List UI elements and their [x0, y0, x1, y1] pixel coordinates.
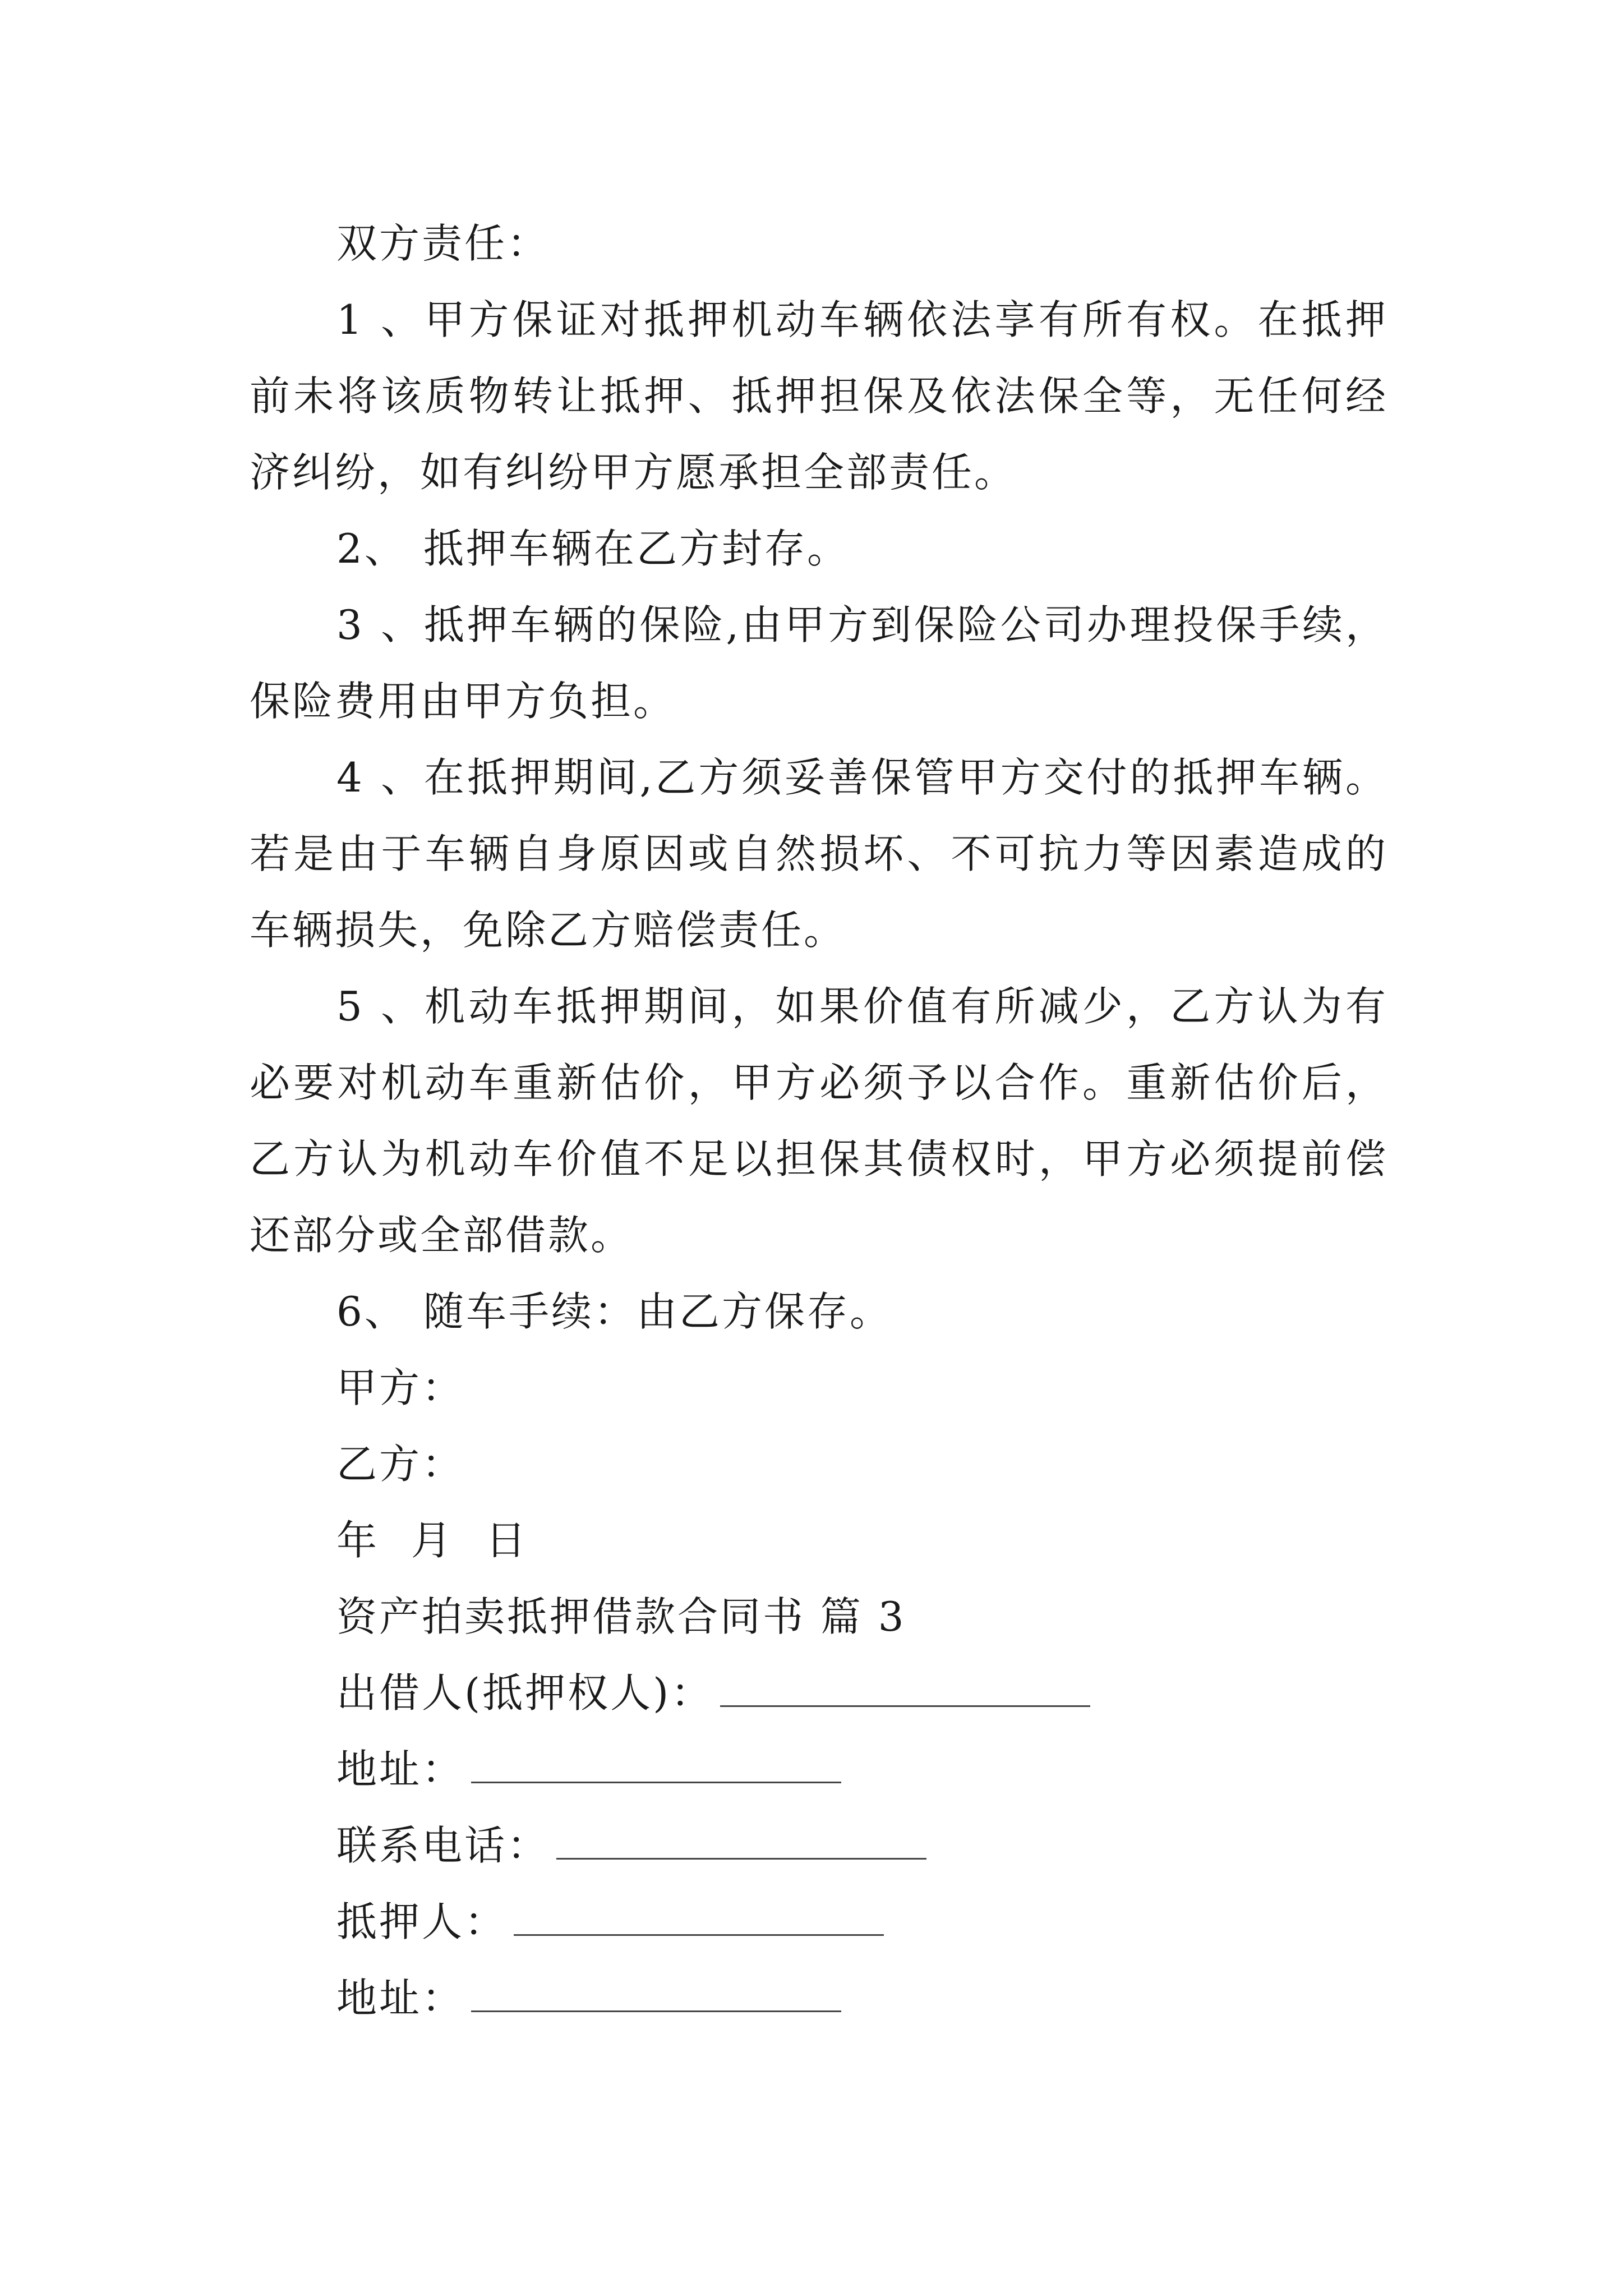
clause-text: 抵押车辆在乙方封存。	[423, 525, 850, 572]
field-label: 地址：	[336, 1746, 465, 1793]
party-a-label: 甲方：	[336, 1364, 465, 1411]
clause-number: 5、	[336, 983, 423, 1030]
field-label: 抵押人：	[336, 1898, 508, 1945]
clause-number: 2、	[336, 525, 407, 572]
clause-3-line-1	[336, 598, 1388, 652]
address-field	[336, 1742, 1388, 1796]
clause-5-line-4: 还部分或全部借款。	[250, 1212, 634, 1259]
clause-1-line-3: 济纠纷，如有纠纷甲方愿承担全部责任。	[250, 449, 1017, 496]
clause-text: 甲方保证对抵押机动车辆依法享有所有权。在抵押	[423, 296, 1388, 343]
clause-text: 抵押车辆的保险,由甲方到保险公司办理投保手续，	[423, 601, 1388, 648]
clause-2-line-1	[336, 522, 1388, 576]
blank-line[interactable]	[471, 1977, 841, 2012]
clause-text: 随车手续：由乙方保存。	[423, 1288, 893, 1335]
mortgagor-field	[336, 1895, 1388, 1949]
clause-6-line-1	[336, 1285, 1388, 1338]
party-b-label: 乙方：	[336, 1441, 465, 1488]
clause-5-line-2: 必要对机动车重新估价，甲方必须予以合作。重新估价后，	[250, 1059, 1388, 1106]
blank-line[interactable]	[514, 1901, 884, 1936]
clause-4-line-1	[336, 751, 1388, 804]
clause-number: 3、	[336, 601, 423, 648]
field-label: 地址：	[336, 1975, 465, 2022]
clause-1-line-2: 前未将该质物转让抵押、抵押担保及依法保全等，无任何经	[250, 372, 1388, 420]
phone-field	[336, 1819, 1388, 1872]
blank-line[interactable]	[556, 1824, 926, 1860]
field-label: 出借人(抵押权人)：	[336, 1669, 714, 1717]
clause-number: 6、	[336, 1288, 407, 1335]
clause-text: 在抵押期间,乙方须妥善保管甲方交付的抵押车辆。	[423, 754, 1388, 801]
clause-4-line-3: 车辆损失，免除乙方赔偿责任。	[250, 907, 847, 954]
section-3-heading: 资产拍卖抵押借款合同书 篇 3	[336, 1593, 906, 1640]
blank-line[interactable]	[471, 1748, 841, 1783]
clause-5-line-1	[336, 979, 1388, 1033]
clause-1-line-1	[336, 293, 1388, 347]
field-label: 联系电话：	[336, 1822, 550, 1869]
clause-3-line-2: 保险费用由甲方负担。	[250, 678, 676, 725]
address-field-2	[336, 1971, 1388, 2025]
blank-line[interactable]	[720, 1672, 1090, 1707]
date-label: 年 月 日	[336, 1517, 528, 1564]
section-title: 双方责任：	[336, 220, 550, 267]
clause-4-line-2: 若是由于车辆自身原因或自然损坏、不可抗力等因素造成的	[250, 830, 1388, 877]
lender-field	[336, 1666, 1388, 1720]
clause-number: 1、	[336, 296, 423, 343]
clause-5-line-3: 乙方认为机动车价值不足以担保其债权时，甲方必须提前偿	[250, 1135, 1388, 1182]
clause-text: 机动车抵押期间，如果价值有所减少，乙方认为有	[423, 983, 1388, 1030]
clause-number: 4、	[336, 754, 423, 801]
